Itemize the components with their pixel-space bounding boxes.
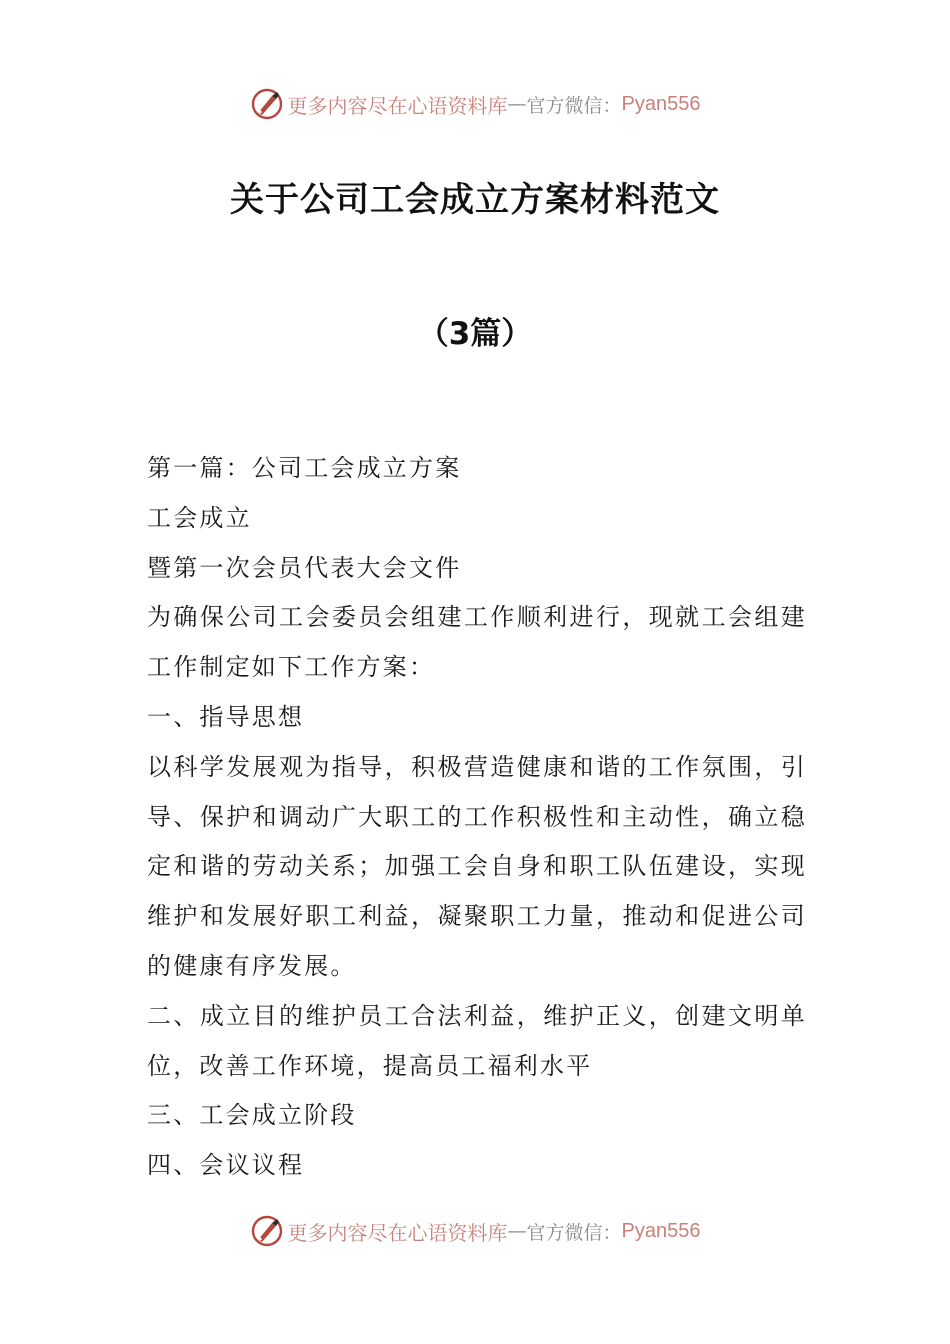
footer-banner [0, 1211, 950, 1251]
banner-promo-text: 更多内容尽在心语资料库 [287, 1220, 508, 1245]
banner-wechat-id: Pyan556 [621, 92, 701, 115]
banner-promo-text: 更多内容尽在心语资料库 [287, 93, 508, 118]
document-subtitle: （3篇） [417, 316, 533, 352]
banner-wechat-label: 官方微信： [526, 1221, 622, 1244]
paragraph-section-four-heading: 四、会议议程 [147, 1151, 305, 1180]
paragraph-union-established: 工会成立 [147, 503, 252, 532]
paragraph-guiding-ideology: 以科学发展观为指导，积极营造健康和谐的工作氛围，引导、保护和调动广大职工的工作积极性和主动性，确立稳定和谐的劳动关系；加强工会自身和职工队伍建设，实现维护和发展好职工利益，凝聚职工力量，推动和促进公司的健康有序发展。 [147, 752, 807, 980]
pen-nib-logo-icon [250, 87, 284, 121]
paragraph-section-two: 二、成立目的维护员工合法利益，维护正义，创建文明单位，改善工作环境，提高员工福利水平 [147, 1001, 807, 1080]
banner-wechat-id: Pyan556 [621, 1219, 701, 1242]
banner-dash: — [507, 93, 527, 115]
paragraph-section-one-heading: 一、指导思想 [147, 702, 305, 731]
document-body [147, 444, 807, 1191]
paragraph-heading-part-one: 第一篇：公司工会成立方案 [147, 454, 462, 482]
paragraph-section-three-heading: 三、工会成立阶段 [147, 1101, 357, 1130]
paragraph-first-congress: 暨第一次会员代表大会文件 [147, 553, 462, 582]
document-title: 关于公司工会成立方案材料范文 [230, 180, 720, 220]
pen-nib-logo-icon [250, 1214, 284, 1248]
banner-dash: — [507, 1220, 527, 1242]
paragraph-intro: 为确保公司工会委员会组建工作顺利进行，现就工会组建工作制定如下工作方案： [147, 603, 807, 682]
banner-wechat-label: 官方微信： [526, 94, 622, 117]
header-banner [0, 84, 950, 124]
